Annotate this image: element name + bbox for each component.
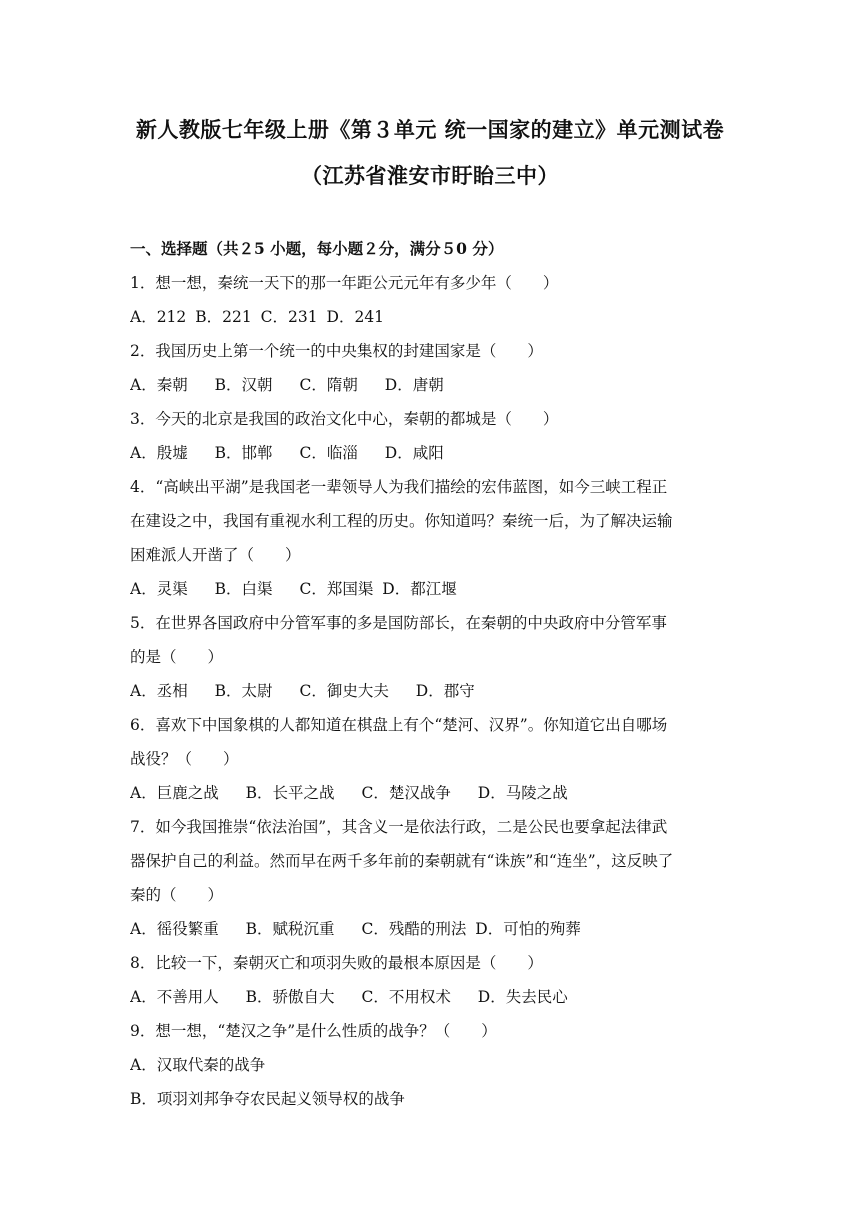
option-d: D．都江堰 [382, 580, 457, 598]
option-b: B．221 [195, 308, 252, 326]
option-b: B．太尉 [214, 682, 273, 700]
question-stem: 4．“高峡出平湖”是我国老一辈领导人为我们描绘的宏伟蓝图，如今三峡工程正 [130, 478, 668, 496]
option-a: A．不善用人 [130, 988, 219, 1006]
option-c: C．楚汉战争 [361, 784, 451, 802]
question-options [130, 674, 736, 708]
question-stem: 2．我国历史上第一个统一的中央集权的封建国家是（ ） [130, 342, 543, 360]
question-stem: 5．在世界各国政府中分管军事的多是国防部长，在秦朝的中央政府中分管军事 [130, 614, 667, 632]
option-a: A．灵渠 [130, 580, 188, 598]
option-c: C．郑国渠 [299, 580, 374, 598]
option-c: C．不用权术 [361, 988, 451, 1006]
option-a: A．秦朝 [130, 376, 188, 394]
question-options [130, 912, 736, 946]
question-options [130, 300, 736, 334]
option-b: B．项羽刘邦争夺农民起义领导权的战争 [130, 1090, 405, 1108]
option-d: D．咸阳 [384, 444, 444, 462]
question-stem: 1．想一想，秦统一天下的那一年距公元元年有多少年（ ） [130, 274, 559, 292]
option-c: C．隋朝 [299, 376, 358, 394]
question-list [130, 232, 736, 1116]
option-c: C．残酷的刑法 [361, 920, 467, 938]
option-b: B．汉朝 [214, 376, 273, 394]
question-stem-cont: 困难派人开凿了（ ） [130, 546, 301, 564]
question-stem: 7．如今我国推崇“依法治国”，其含义一是依法行政，二是公民也要拿起法律武 [130, 818, 668, 836]
option-a: A．巨鹿之战 [130, 784, 219, 802]
question-stem: 9．想一想，“楚汉之争”是什么性质的战争？（ ） [130, 1022, 497, 1040]
option-b: B．长平之战 [245, 784, 335, 802]
document-subtitle: （江苏省淮安市盱眙三中） [301, 163, 559, 188]
question-options [130, 368, 736, 402]
question-options [130, 980, 736, 1014]
option-b: B．骄傲自大 [245, 988, 335, 1006]
option-d: D．马陵之战 [477, 784, 568, 802]
option-a: A．丞相 [130, 682, 188, 700]
question-options [130, 776, 736, 810]
question-stem-cont: 器保护自己的利益。然而早在两千多年前的秦朝就有“诛族”和“连坐”，这反映了 [130, 852, 674, 870]
option-d: D．可怕的殉葬 [475, 920, 581, 938]
question-stem: 3．今天的北京是我国的政治文化中心，秦朝的都城是（ ） [130, 410, 559, 428]
question-options [130, 436, 736, 470]
question-stem-cont: 秦的（ ） [130, 886, 224, 904]
option-c: C．御史大夫 [299, 682, 389, 700]
option-b: B．赋税沉重 [245, 920, 335, 938]
option-d: D．失去民心 [477, 988, 568, 1006]
option-b: B．邯郸 [214, 444, 273, 462]
document-title: 新人教版七年级上册《第３单元 统一国家的建立》单元测试卷 [135, 117, 725, 142]
option-c: C．231 [260, 308, 318, 326]
question-stem: 8．比较一下，秦朝灭亡和项羽失败的最根本原因是（ ） [130, 954, 543, 972]
option-a: A．殷墟 [130, 444, 188, 462]
option-a: A．212 [130, 308, 187, 326]
option-d: D．241 [326, 308, 385, 326]
option-d: D．郡守 [415, 682, 475, 700]
option-a: A．徭役繁重 [130, 920, 219, 938]
question-options [130, 572, 736, 606]
question-stem-cont: 在建设之中，我国有重视水利工程的历史。你知道吗？秦统一后，为了解决运输 [130, 512, 673, 530]
question-stem-cont: 战役？（ ） [130, 750, 239, 768]
option-b: B．白渠 [214, 580, 273, 598]
option-c: C．临淄 [299, 444, 358, 462]
option-d: D．唐朝 [384, 376, 444, 394]
question-stem-cont: 的是（ ） [130, 648, 224, 666]
section-heading: 一、选择题（共２5 小题，每小题２分，满分５0 分） [130, 239, 504, 258]
option-a: A．汉取代秦的战争 [130, 1056, 266, 1074]
question-stem: 6．喜欢下中国象棋的人都知道在棋盘上有个“楚河、汉界”。你知道它出自哪场 [130, 716, 668, 734]
